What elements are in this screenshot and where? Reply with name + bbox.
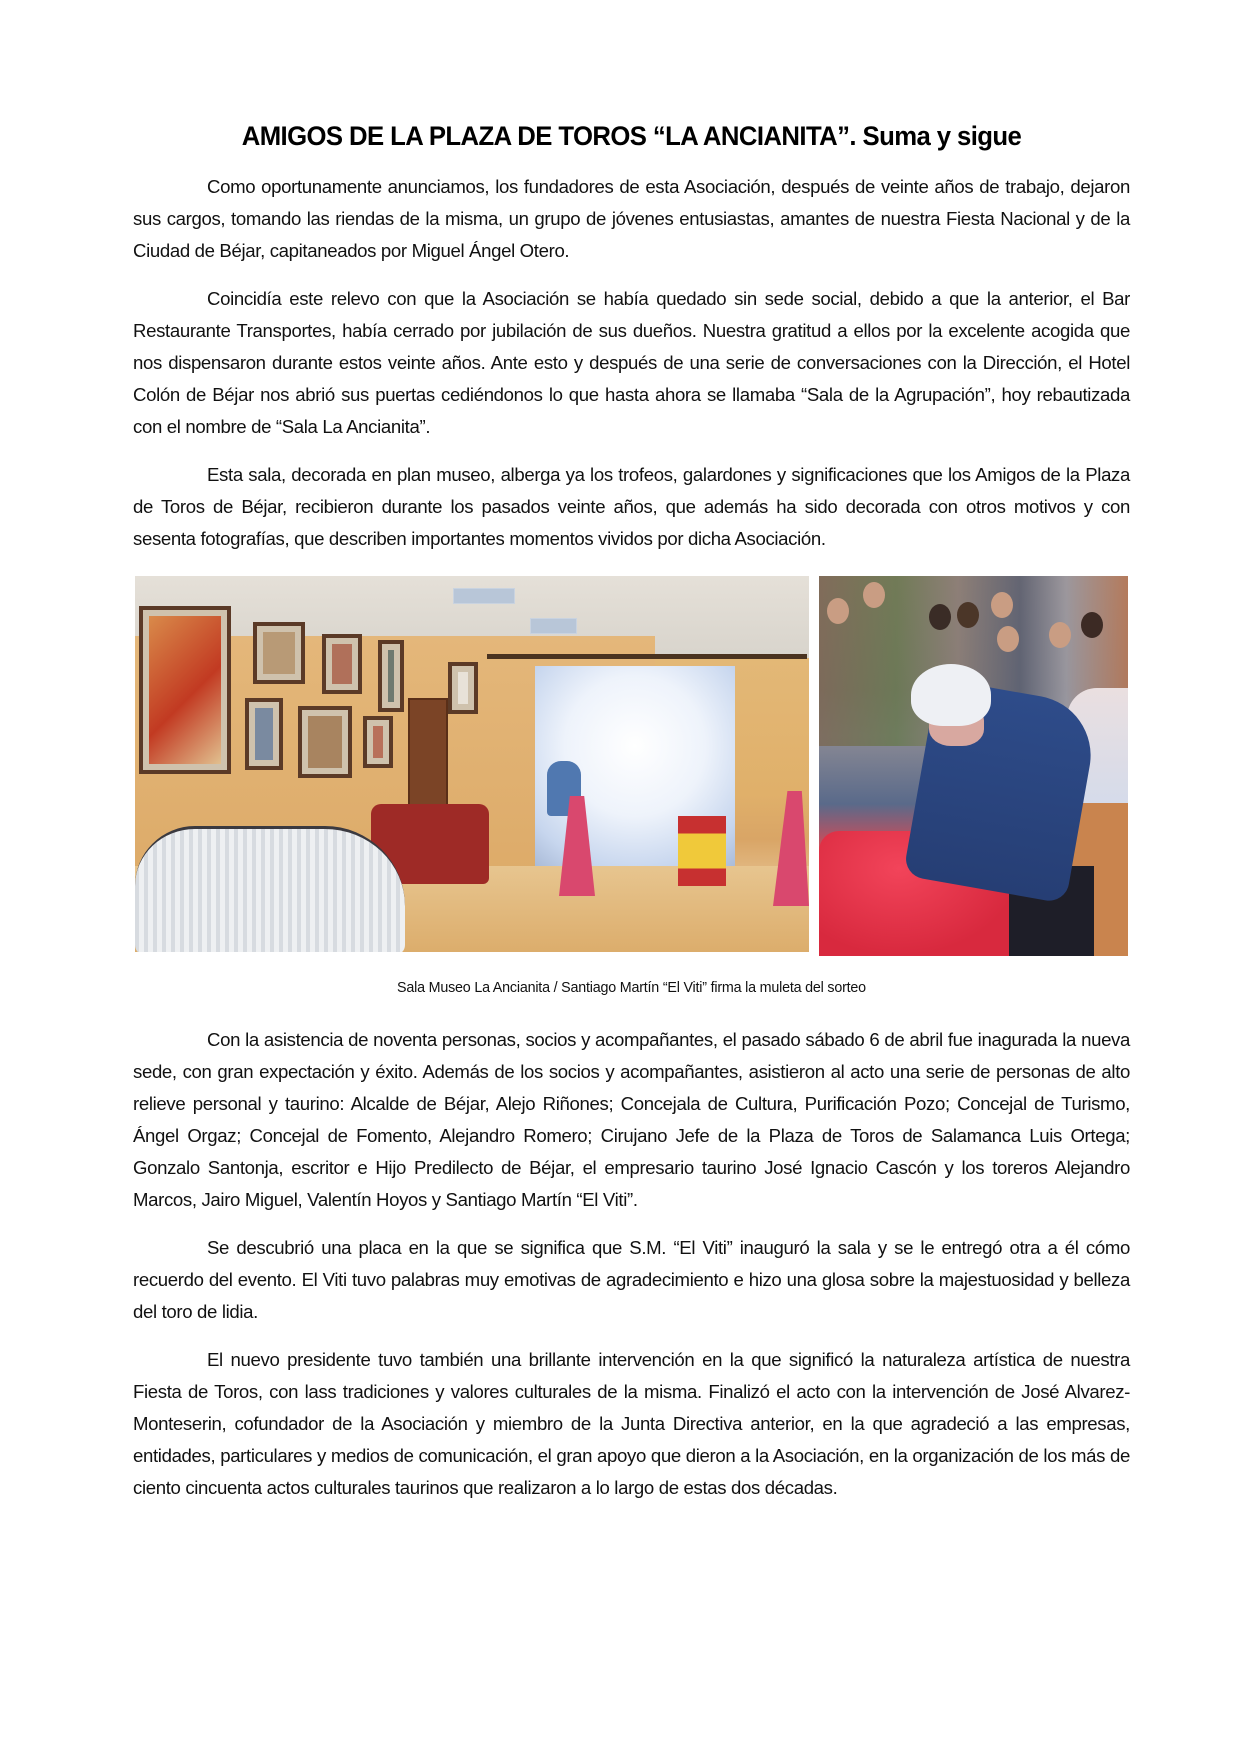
crowd-head xyxy=(957,602,979,628)
document-page xyxy=(133,118,1130,1504)
painting-frame xyxy=(245,698,283,770)
spanish-flag xyxy=(678,816,726,886)
crowd-head xyxy=(863,582,885,608)
crowd-head xyxy=(1049,622,1071,648)
striped-sofa xyxy=(135,826,405,952)
pink-cape xyxy=(773,791,809,906)
paragraph-6: El nuevo presidente tuvo también una brillante intervención en la que significó la naturaleza artística de nuestra Fiesta de Toros, con lass tradiciones y valores culturales de la misma. Finalizó el acto con la intervención de José Alvarez-Monteserin, cofundador de la Asociación y miembro de la Junta Directiva anterior, en la que agradeció a las empresas, entidades, particulares y medios de comunicación, el gran apoyo que dieron a la Asociación, en la organización de los más de ciento cincuenta actos culturales taurinos que realizaron a lo largo de estas dos décadas. xyxy=(133,1349,1130,1498)
paragraph-5: Se descubrió una placa en la que se significa que S.M. “El Viti” inauguró la sala y se le entregó otra a él cómo recuerdo del evento. El Viti tuvo palabras muy emotivas de agradecimiento e hizo una glosa sobre la majestuosidad y belleza del toro de lidia. xyxy=(133,1237,1130,1322)
crowd-head xyxy=(1081,612,1103,638)
painting-frame xyxy=(139,606,231,774)
painting-frame xyxy=(253,622,305,684)
article-title: AMIGOS DE LA PLAZA DE TOROS “LA ANCIANITA”. Suma y sigue xyxy=(241,121,1022,151)
painting-frame xyxy=(363,716,393,768)
paragraph-3: Esta sala, decorada en plan museo, alberga ya los trofeos, galardones y significaciones que los Amigos de la Plaza de Toros de Béjar, recibieron durante los pasados veinte años, que además ha sido decorada con otros motivos y con sesenta fotografías, que describen importantes momentos vividos por dicha Asociación. xyxy=(133,464,1130,549)
photo-figure xyxy=(133,576,1130,956)
curtain-rod xyxy=(487,654,807,659)
painting-frame xyxy=(448,662,478,714)
figure-caption: Sala Museo La Ancianita / Santiago Martín “El Viti” firma la muleta del sorteo xyxy=(397,980,866,996)
paragraph-4: Con la asistencia de noventa personas, socios y acompañantes, el pasado sábado 6 de abril fue inagurada la nueva sede, con gran expectación y éxito. Además de los socios y acompañantes, asistieron al acto una serie de personas de alto relieve personal y taurino: Alcalde de Béjar, Alejo Riñones; Concejala de Cultura, Purificación Pozo; Concejal de Turismo, Ángel Orgaz; Concejal de Fomento, Alejandro Romero; Cirujano Jefe de la Plaza de Toros de Salamanca Luis Ortega; Gonzalo Santonja, escritor e Hijo Predilecto de Béjar, el empresario taurino José Ignacio Cascón y los toreros Alejandro Marcos, Jairo Miguel, Valentín Hoyos y Santiago Martín “El Viti”. xyxy=(133,1029,1130,1210)
painting-frame xyxy=(378,640,404,712)
painting-frame xyxy=(298,706,352,778)
photo-door xyxy=(408,698,448,812)
crowd-head xyxy=(991,592,1013,618)
man-white-hair xyxy=(911,664,991,726)
paragraph-2: Coincidía este relevo con que la Asociación se había quedado sin sede social, debido a que la anterior, el Bar Restaurante Transportes, había cerrado por jubilación de sus dueños. Nuestra gratitud a ellos por la excelente acogida que nos dispensaron durante estos veinte años. Ante esto y después de una serie de conversaciones con la Dirección, el Hotel Colón de Béjar nos abrió sus puertas cediéndonos lo que hasta ahora se llamaba “Sala de la Agrupación”, hoy rebautizada con el nombre de “Sala La Ancianita”. xyxy=(133,288,1130,437)
crowd-head xyxy=(827,598,849,624)
ceiling-light xyxy=(453,588,515,604)
painting-frame xyxy=(322,634,362,694)
crowd-head xyxy=(929,604,951,630)
paragraph-1: Como oportunamente anunciamos, los fundadores de esta Asociación, después de veinte años de trabajo, dejaron sus cargos, tomando las riendas de la misma, un grupo de jóvenes entusiastas, amantes de nuestra Fiesta Nacional y de la Ciudad de Béjar, capitaneados por Miguel Ángel Otero. xyxy=(133,176,1130,261)
photo-sala-museo xyxy=(135,576,809,952)
photo-el-viti-signing xyxy=(819,576,1128,956)
ceiling-light xyxy=(530,618,577,634)
crowd-head xyxy=(997,626,1019,652)
